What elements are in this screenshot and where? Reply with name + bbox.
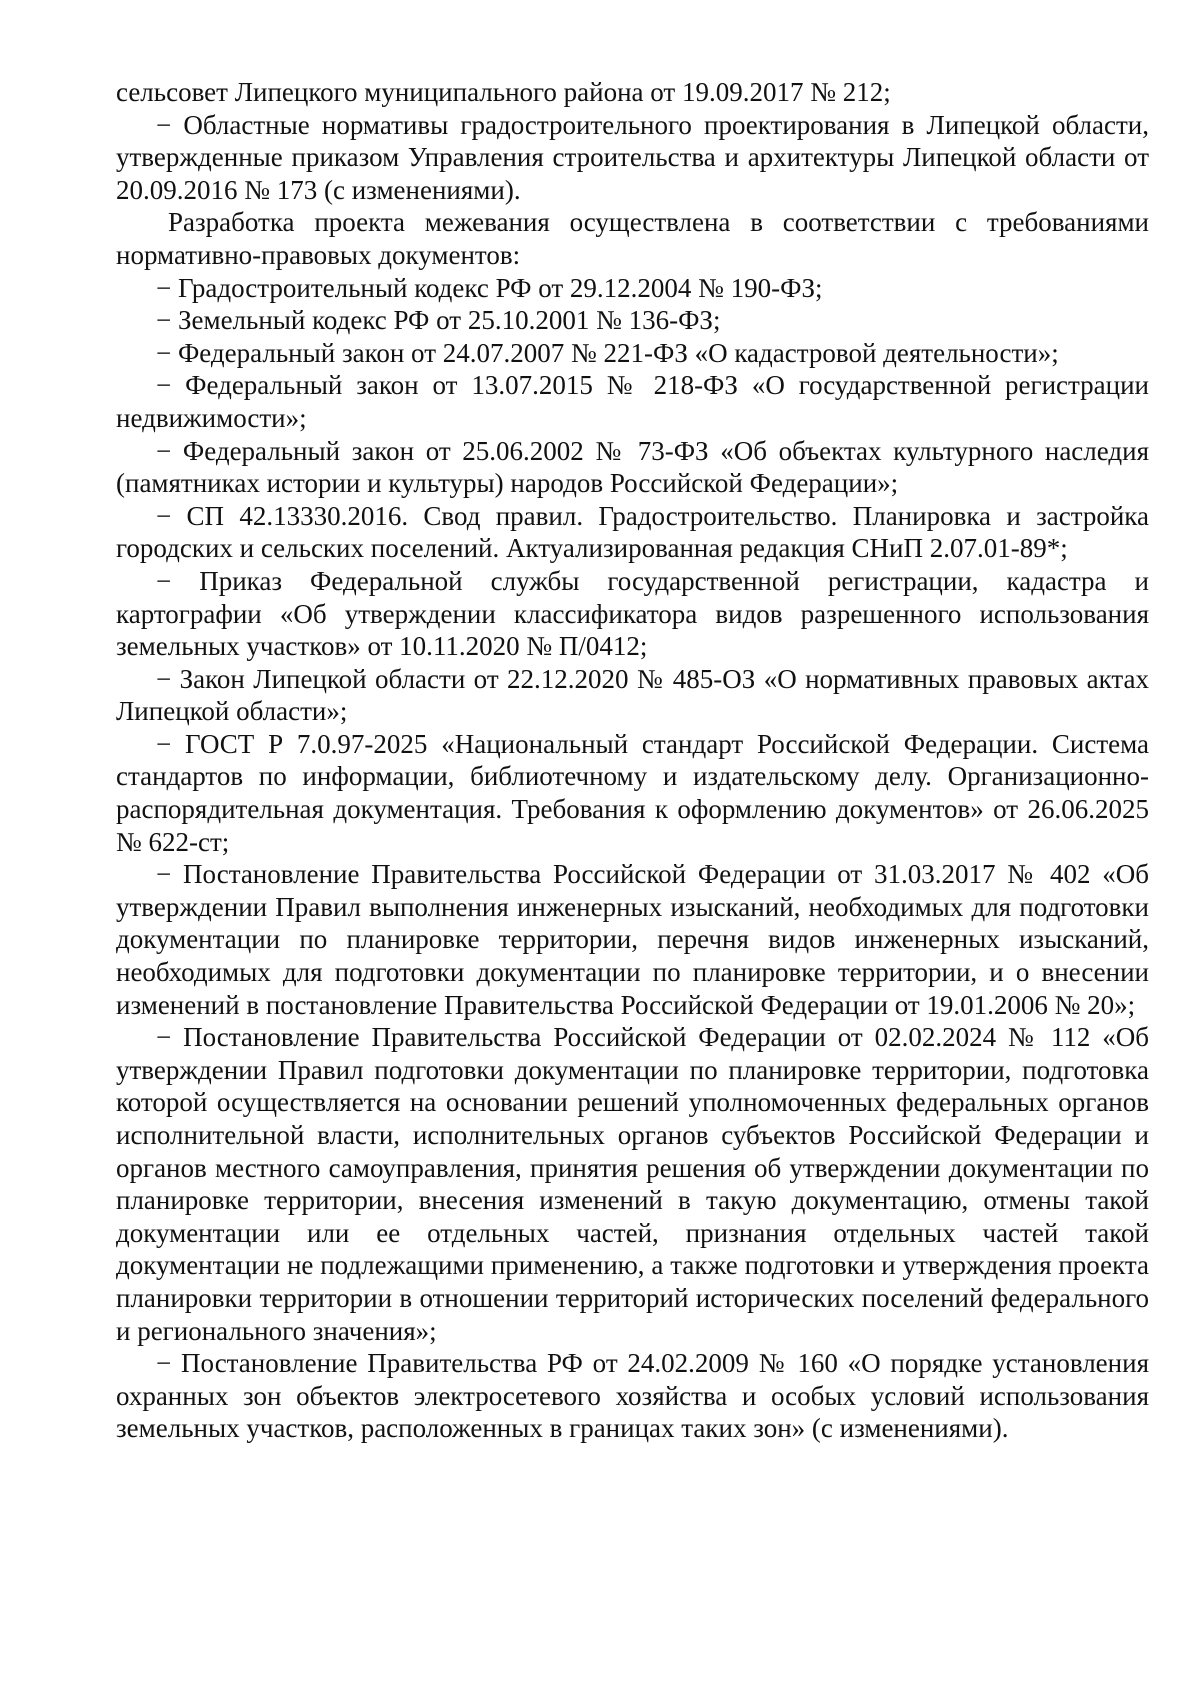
list-item-heritage-law: − Федеральный закон от 25.06.2002 № 73-ФЗ «Об объектах культурного наследия (памятниках истории и культуры) народов Российской Федерации»; bbox=[116, 435, 1149, 499]
list-item-sp-42: − СП 42.13330.2016. Свод правил. Градостроительство. Планировка и застройка городских и сельских поселений. Актуализированная редакция СНиП 2.07.01-89*; bbox=[116, 500, 1149, 564]
list-item-cadastral-law: − Федеральный закон от 24.07.2007 № 221-ФЗ «О кадастровой деятельности»; bbox=[156, 337, 1059, 368]
list-item-regional-norms: − Областные нормативы градостроительного проектирования в Липецкой области, утвержденные приказом Управления строительства и архитектуры Липецкой области от 20.09.2016 № 173 (с изменениями). bbox=[116, 109, 1149, 205]
list-item-land-code: − Земельный кодекс РФ от 25.10.2001 № 136-ФЗ; bbox=[156, 305, 721, 336]
paragraph-continuation: сельсовет Липецкого муниципального района от 19.09.2017 № 212; bbox=[116, 77, 891, 107]
list-item-gost: − ГОСТ Р 7.0.97-2025 «Национальный стандарт Российской Федерации. Система стандартов по информации, библиотечному и издательскому делу. Организационно-распорядительная документация. Требования к оформлению документов» от 26.06.2025 № 622-ст; bbox=[116, 728, 1149, 857]
list-item-resolution-112: − Постановление Правительства Российской Федерации от 02.02.2024 № 112 «Об утверждении Правил подготовки документации по планировке территории, подготовка которой осуществляется на основании решений уполномоченных федеральных органов исполнительной власти, исполнительных органов субъектов Российской Федерации и органов местного самоуправления, принятия решения об утверждении документации по планировке территории, внесения изменений в такую документацию, отмены такой документации или ее отдельных частей, признания отдельных частей такой документации не подлежащими применению, а также подготовки и утверждения проекта планировки территории в отношении территорий исторических поселений федерального и регионального значения»; bbox=[116, 1022, 1149, 1346]
list-item-lipetsk-law: − Закон Липецкой области от 22.12.2020 № 485-ОЗ «О нормативных правовых актах Липецкой области»; bbox=[116, 663, 1149, 727]
list-item-resolution-402: − Постановление Правительства Российской Федерации от 31.03.2017 № 402 «Об утверждении Правил выполнения инженерных изысканий, необходимых для подготовки документации по планировке территории, перечня видов инженерных изысканий, необходимых для подготовки документации по планировке территории, и о внесении изменений в постановление Правительства Российской Федерации от 19.01.2006 № 20»; bbox=[116, 859, 1149, 1020]
list-item-urban-code: − Градостроительный кодекс РФ от 29.12.2004 № 190-ФЗ; bbox=[156, 272, 823, 303]
document-body bbox=[116, 76, 1149, 1445]
list-item-resolution-160: − Постановление Правительства РФ от 24.02.2009 № 160 «О порядке установления охранных зон объектов электросетевого хозяйства и особых условий использования земельных участков, расположенных в границах таких зон» (с изменениями). bbox=[116, 1348, 1149, 1444]
list-item-rosreestr-order: − Приказ Федеральной службы государственной регистрации, кадастра и картографии «Об утверждении классификатора видов разрешенного использования земельных участков» от 10.11.2020 № П/0412; bbox=[116, 565, 1149, 662]
paragraph-intro: Разработка проекта межевания осуществлена в соответствии с требованиями нормативно-правовых документов: bbox=[116, 207, 1149, 270]
list-item-registration-law: − Федеральный закон от 13.07.2015 № 218-ФЗ «О государственной регистрации недвижимости»; bbox=[116, 370, 1149, 433]
